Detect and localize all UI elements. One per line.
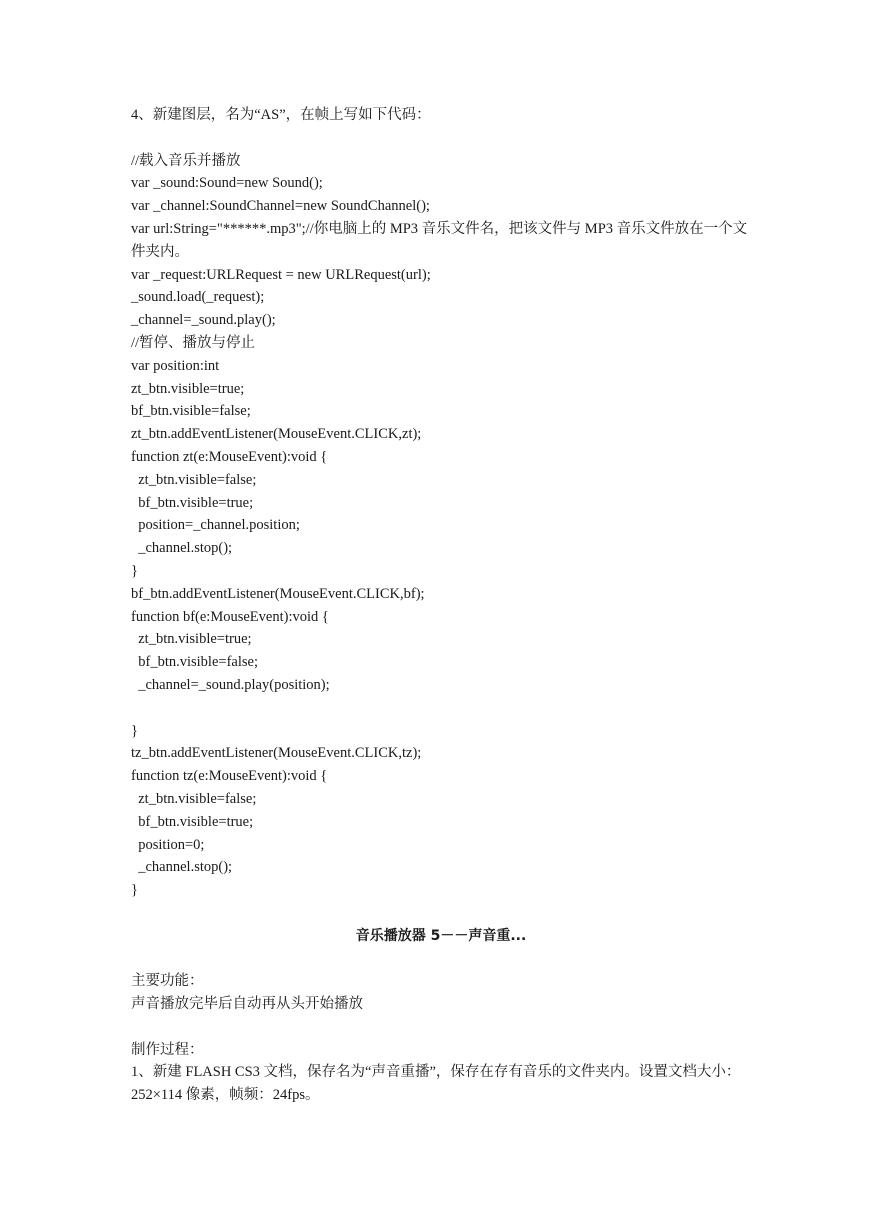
code-line: zt_btn.visible=true;	[131, 631, 252, 648]
code-line: _sound.load(_request);	[131, 289, 265, 306]
code-line: bf_btn.visible=false;	[131, 403, 251, 420]
code-line: tz_btn.addEventListener(MouseEvent.CLICK,tz);	[131, 745, 422, 762]
code-line: }	[131, 722, 138, 739]
code-line: zt_btn.visible=false;	[131, 471, 257, 488]
code-line: zt_btn.visible=true;	[131, 380, 245, 397]
code-line: var _sound:Sound=new Sound();	[131, 175, 323, 192]
code-line: _channel=_sound.play();	[131, 312, 276, 329]
code-line: _channel.stop();	[131, 540, 233, 557]
code-line: }	[131, 882, 138, 899]
code-line: position=0;	[131, 836, 205, 853]
step4-heading: 4、新建图层，名为“AS”，在帧上写如下代码：	[131, 107, 431, 123]
spacer	[131, 1016, 751, 1039]
code-line: var url:String="******.mp3";//你电脑上的 MP3 音乐文件名，把该文件与 MP3 音乐文件放在一个文件夹内。	[131, 220, 748, 260]
section-title: 音乐播放器 5－－声音重...	[355, 927, 527, 944]
process-label: 制作过程：	[131, 1041, 204, 1058]
code-line: bf_btn.visible=false;	[131, 654, 258, 671]
code-line: bf_btn.visible=true;	[131, 813, 254, 830]
code-line: zt_btn.visible=false;	[131, 790, 257, 807]
spacer	[131, 697, 751, 720]
code-line: position=_channel.position;	[131, 517, 300, 534]
main-function-label: 主要功能：	[131, 973, 204, 990]
step1-text: 1、新建 FLASH CS3 文档，保存名为“声音重播”，保存在存有音乐的文件夹内。设置文档大小：252×114 像素，帧频：24fps。	[131, 1064, 741, 1104]
code-line: function zt(e:MouseEvent):void {	[131, 448, 328, 465]
code-line: zt_btn.addEventListener(MouseEvent.CLICK,zt);	[131, 426, 422, 443]
main-function-text: 声音播放完毕后自动再从头开始播放	[131, 996, 363, 1013]
code-line: var position:int	[131, 357, 220, 374]
spacer	[131, 127, 751, 150]
code-line: }	[131, 562, 138, 579]
code-line: //载入音乐并播放	[131, 152, 241, 169]
document-page	[131, 104, 751, 1107]
spacer	[131, 947, 751, 970]
code-line: _channel.stop();	[131, 859, 233, 876]
code-line: function bf(e:MouseEvent):void {	[131, 608, 329, 625]
code-line: function tz(e:MouseEvent):void {	[131, 768, 328, 785]
code-block	[131, 150, 751, 902]
code-line: _channel=_sound.play(position);	[131, 676, 330, 693]
code-line: bf_btn.addEventListener(MouseEvent.CLICK,bf);	[131, 585, 425, 602]
code-line: //暂停、播放与停止	[131, 334, 256, 351]
code-line: var _request:URLRequest = new URLRequest(url);	[131, 266, 431, 283]
code-line: bf_btn.visible=true;	[131, 494, 254, 511]
spacer	[131, 902, 751, 925]
code-line: var _channel:SoundChannel=new SoundChannel();	[131, 198, 430, 215]
